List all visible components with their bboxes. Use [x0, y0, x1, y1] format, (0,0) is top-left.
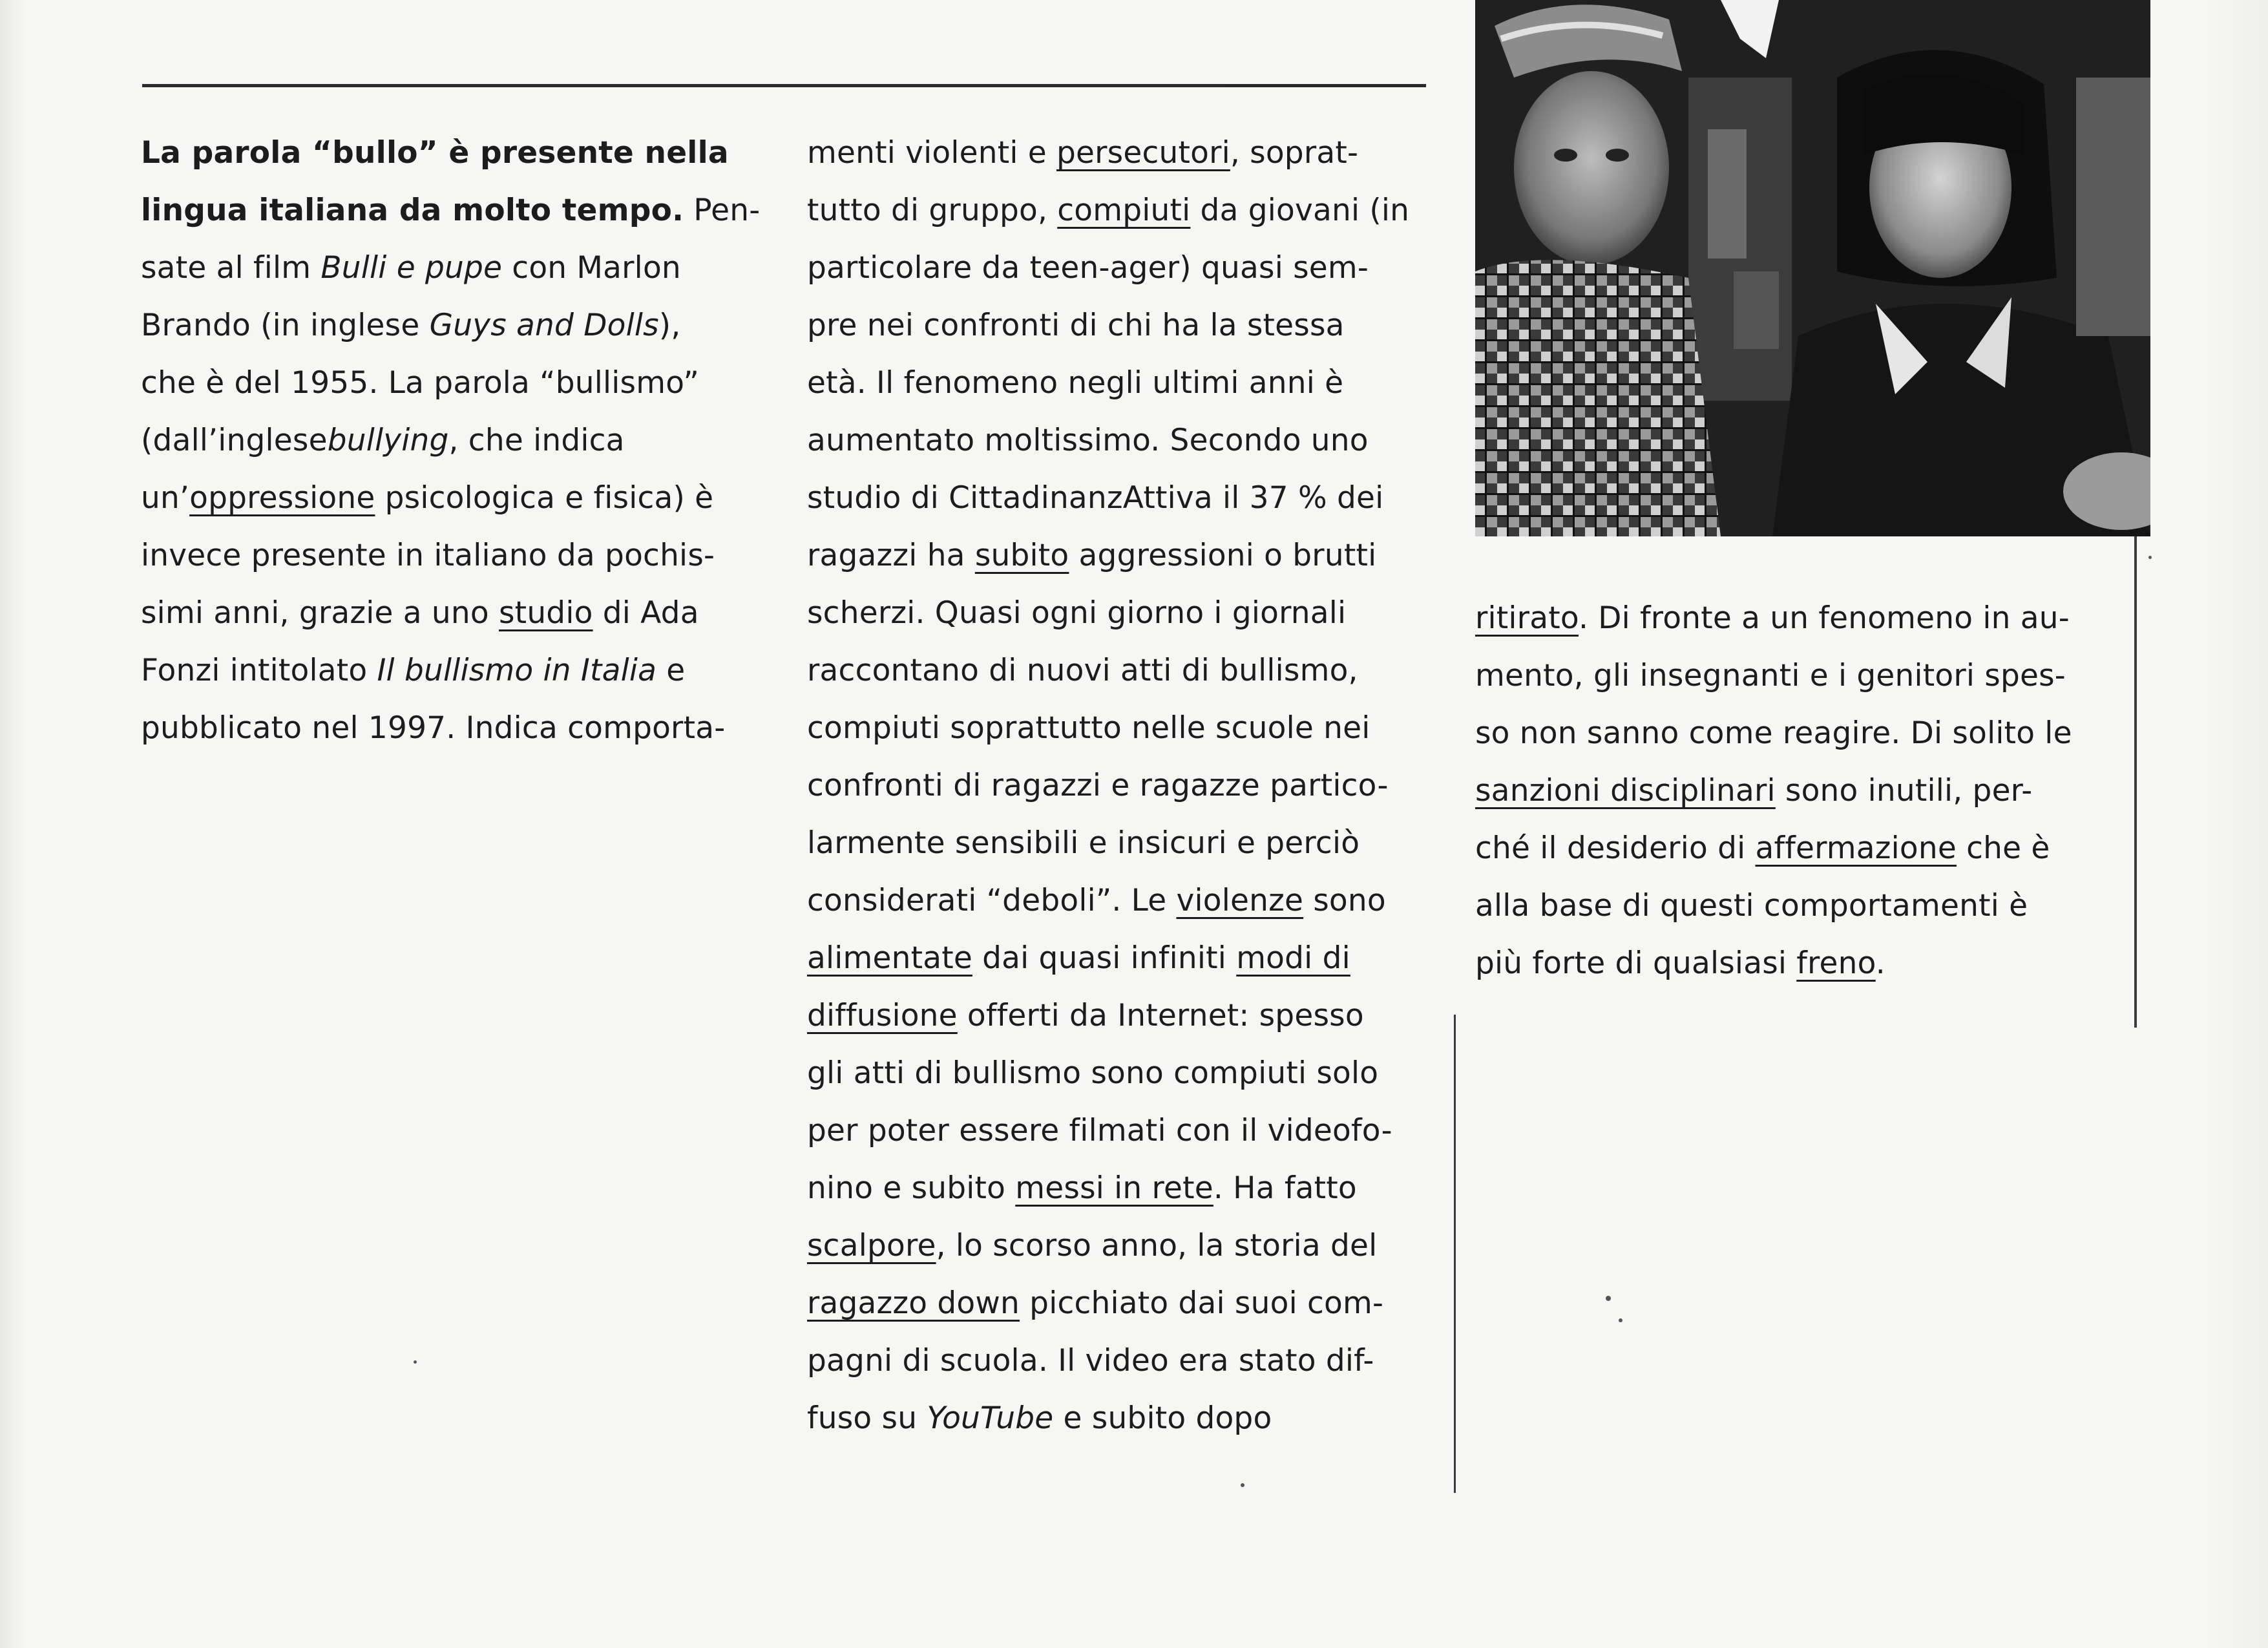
text-line: scherzi. Quasi ogni giorno i giornali: [807, 595, 1347, 631]
column-divider-right: [2134, 536, 2137, 1028]
text-segment: simi anni, grazie a uno: [141, 595, 489, 631]
text-line: che è del 1955. La parola “bullismo”: [141, 365, 700, 401]
text-segment: (dall’inglese: [141, 423, 328, 458]
lead-line-2: lingua italiana da molto tempo.: [141, 193, 684, 228]
text-line: so non sanno come reagire. Di solito le: [1475, 715, 2072, 751]
underlined-word: persecutori: [1056, 135, 1230, 171]
text-segment: di Ada: [593, 595, 699, 631]
text-segment: , che indica: [448, 423, 625, 458]
underlined-word: studio: [499, 595, 593, 631]
text-segment: e subito dopo: [1053, 1400, 1272, 1436]
text-line: confronti di ragazzi e ragazze partico-: [807, 768, 1389, 803]
bullying-italic: bullying: [327, 423, 449, 458]
book-title-italic: Il bullismo in Italia: [377, 653, 657, 688]
text-segment: Fonzi intitolato: [141, 653, 368, 688]
text-segment: offerti da Internet: spesso: [957, 998, 1364, 1033]
underlined-word: oppressione: [189, 480, 375, 516]
text-segment: . Ha fatto: [1213, 1170, 1357, 1206]
text-segment: psicologica e fisica) è: [375, 480, 714, 516]
scan-speck: [414, 1360, 417, 1364]
text-line: [141, 584, 761, 642]
column-2-text: [807, 124, 1427, 1447]
text-line: aumentato moltissimo. Secondo uno: [807, 423, 1369, 458]
text-segment: Brando (in inglese: [141, 308, 420, 343]
text-segment: nino e subito: [807, 1170, 1016, 1206]
text-segment: e: [656, 653, 686, 688]
text-line: [807, 1217, 1427, 1274]
underlined-word: violenze: [1176, 883, 1304, 918]
underlined-word: freno: [1796, 945, 1876, 981]
text-segment: sono inutili, per-: [1775, 773, 2033, 808]
text-line: [807, 1159, 1427, 1217]
text-line: compiuti soprattutto nelle scuole nei: [807, 710, 1370, 746]
underlined-word: affermazione: [1755, 830, 1957, 866]
text-line: [141, 239, 761, 297]
column-divider-middle: [1454, 1015, 1456, 1493]
text-segment: .: [1875, 945, 1885, 981]
text-line: [141, 297, 761, 354]
underlined-word: diffusione: [807, 998, 958, 1033]
underlined-word: messi in rete: [1015, 1170, 1213, 1206]
column-1-text: [141, 124, 761, 757]
text-line: invece presente in italiano da pochis-: [141, 538, 715, 573]
text-line: [141, 182, 761, 239]
text-line: raccontano di nuovi atti di bullismo,: [807, 653, 1358, 688]
text-line: gli atti di bullismo sono compiuti solo: [807, 1055, 1379, 1091]
text-line: studio di CittadinanzAttiva il 37 % dei: [807, 480, 1384, 516]
text-line: [141, 469, 761, 527]
text-line: [807, 1274, 1427, 1332]
text-line: per poter essere filmati con il videofo-: [807, 1113, 1392, 1148]
text-line: [807, 987, 1427, 1044]
text-segment: , soprat-: [1230, 135, 1359, 171]
top-rule: [142, 84, 1426, 87]
youtube-italic: YouTube: [927, 1400, 1054, 1436]
text-segment: da giovani (in: [1190, 193, 1410, 228]
text-segment: considerati “deboli”. Le: [807, 883, 1177, 918]
text-segment: picchiato dai suoi com-: [1020, 1285, 1384, 1321]
photo-illustration: [1475, 0, 2150, 536]
underlined-word: scalpore: [807, 1228, 936, 1263]
underlined-word: subito: [974, 538, 1069, 573]
text-line: particolare da teen-ager) quasi sem-: [807, 250, 1369, 286]
underlined-word: alimentate: [807, 940, 972, 976]
text-segment: che è: [1956, 830, 2050, 866]
text-segment: menti violenti e: [807, 135, 1056, 171]
text-line: mento, gli insegnanti e i genitori spes-: [1475, 658, 2066, 693]
text-segment: ragazzi ha: [807, 538, 975, 573]
text-segment: . Di fronte a un fenomeno in au-: [1578, 600, 2070, 636]
underlined-word: ragazzo down: [807, 1285, 1020, 1321]
underlined-word: modi di: [1236, 940, 1350, 976]
photo-teenagers: [1475, 0, 2150, 536]
text-line: [141, 642, 761, 699]
text-segment: più forte di qualsiasi: [1475, 945, 1797, 981]
text-segment: un’: [141, 480, 190, 516]
text-line: [141, 412, 761, 469]
scan-speck: [2148, 556, 2152, 559]
text-line: [807, 929, 1427, 987]
lead-line-1: La parola “bullo” è presente nella: [141, 135, 729, 171]
underlined-word: compiuti: [1057, 193, 1191, 228]
text-segment: dai quasi infiniti: [972, 940, 1237, 976]
scan-speck: [1241, 1483, 1244, 1487]
text-line: [1475, 589, 2095, 647]
text-line: alla base di questi comportamenti è: [1475, 888, 2028, 924]
text-segment: tutto di gruppo,: [807, 193, 1058, 228]
text-line: [807, 1389, 1427, 1447]
text-segment: sate al film: [141, 250, 311, 286]
underlined-word: sanzioni disciplinari: [1475, 773, 1776, 808]
text-line: [1475, 935, 2095, 992]
text-segment: sono: [1303, 883, 1386, 918]
column-3-text: [1475, 589, 2095, 992]
text-segment: ),: [658, 308, 681, 343]
text-line: età. Il fenomeno negli ultimi anni è: [807, 365, 1344, 401]
text-line: pubblicato nel 1997. Indica comporta-: [141, 710, 726, 746]
text-line: pre nei confronti di chi ha la stessa: [807, 308, 1345, 343]
text-line: [807, 182, 1427, 239]
text-segment: Pen-: [684, 193, 761, 228]
text-segment: aggressioni o brutti: [1069, 538, 1377, 573]
film-title-italic: Bulli e pupe: [320, 250, 503, 286]
text-line: [807, 872, 1427, 929]
text-line: pagni di scuola. Il video era stato dif-: [807, 1343, 1374, 1379]
text-segment: ché il desiderio di: [1475, 830, 1756, 866]
text-line: [807, 527, 1427, 584]
scan-speck: [1619, 1318, 1622, 1322]
text-line: larmente sensibili e insicuri e perciò: [807, 825, 1360, 861]
text-segment: , lo scorso anno, la storia del: [936, 1228, 1378, 1263]
text-segment: fuso su: [807, 1400, 927, 1436]
scan-speck: [1606, 1296, 1611, 1301]
text-line: [1475, 819, 2095, 877]
film-title-english-italic: Guys and Dolls: [429, 308, 659, 343]
text-line: [807, 124, 1427, 182]
underlined-word: ritirato: [1475, 600, 1579, 636]
text-line: [1475, 762, 2095, 819]
text-segment: con Marlon: [502, 250, 681, 286]
